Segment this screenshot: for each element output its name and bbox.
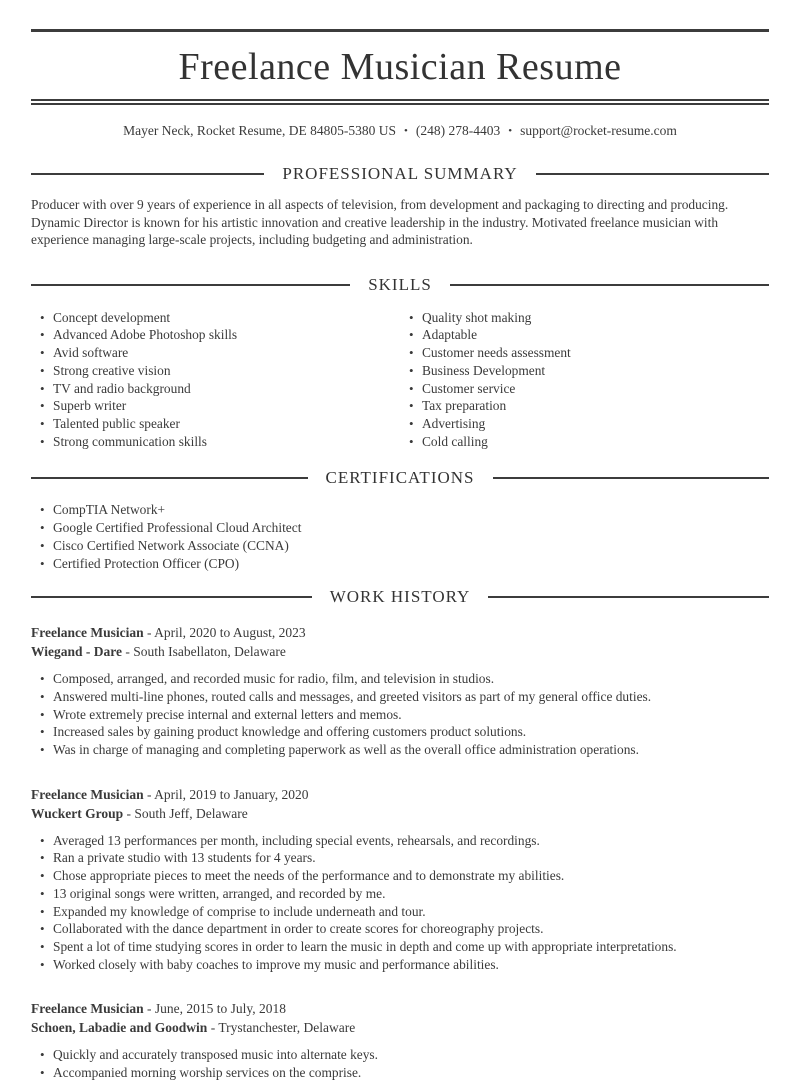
job-bullet: • Spent a lot of time studying scores in order to learn the music in depth and come up with appropriate interpretations. <box>31 938 769 956</box>
job-title-line <box>31 999 769 1018</box>
job-bullet: • 13 original songs were written, arranged, and recorded by me. <box>31 885 769 903</box>
contact-line <box>31 122 769 140</box>
job-bullet-list <box>31 1046 769 1081</box>
job-company-line <box>31 804 769 823</box>
job-location: - Trystanchester, Delaware <box>210 1020 356 1036</box>
resume-title: Freelance Musician Resume <box>178 46 622 88</box>
job-bullet-list <box>31 832 769 974</box>
skills-list-left <box>31 309 400 451</box>
job-bullet: • Expanded my knowledge of comprise to include underneath and tour. <box>31 903 769 921</box>
job-bullet: • Worked closely with baby coaches to improve my music and performance abilities. <box>31 956 769 974</box>
job-dates: - April, 2019 to January, 2020 <box>146 786 309 802</box>
skill-item: • Advanced Adobe Photoshop skills <box>31 326 400 344</box>
job-dates: - April, 2020 to August, 2023 <box>146 625 306 641</box>
skill-item: • Superb writer <box>31 397 400 415</box>
skill-item: • Cold calling <box>400 433 769 451</box>
contact-address: Mayer Neck, Rocket Resume, DE 84805-5380 US <box>123 123 397 138</box>
section-heading-label: SKILLS <box>368 274 432 294</box>
skill-item: • Strong creative vision <box>31 362 400 380</box>
company-name: Wiegand - Dare <box>31 644 122 660</box>
heading-rule-left <box>31 173 264 175</box>
job-bullet: • Was in charge of managing and completing paperwork as well as the overall office administration operations. <box>31 741 769 759</box>
certification-item: • CompTIA Network+ <box>31 501 769 519</box>
job-bullet: • Quickly and accurately transposed music into alternate keys. <box>31 1046 769 1064</box>
skill-item: • Concept development <box>31 309 400 327</box>
job-dates: - June, 2015 to July, 2018 <box>146 1001 286 1017</box>
skill-item: • Strong communication skills <box>31 433 400 451</box>
section-heading-professional-summary <box>31 163 769 185</box>
job-bullet: • Composed, arranged, and recorded music for radio, film, and television in studios. <box>31 670 769 688</box>
skill-item: • Advertising <box>400 415 769 433</box>
skills-columns <box>31 309 769 451</box>
job-bullet: • Collaborated with the dance department in order to create scores for choreography projects. <box>31 920 769 938</box>
contact-email: support@rocket-resume.com <box>520 123 677 138</box>
bullet-separator: • <box>404 125 408 137</box>
job-location: - South Isabellaton, Delaware <box>125 644 286 660</box>
job-bullet: • Wrote extremely precise internal and external letters and memos. <box>31 706 769 724</box>
skill-item: • TV and radio background <box>31 380 400 398</box>
skills-list-right <box>400 309 769 451</box>
job-title: Freelance Musician <box>31 786 144 802</box>
heading-rule-left <box>31 596 312 598</box>
section-heading-work-history <box>31 586 769 608</box>
job-entry <box>31 999 769 1081</box>
resume-page <box>0 29 800 1082</box>
job-entry <box>31 785 769 974</box>
section-heading-label: PROFESSIONAL SUMMARY <box>282 164 518 183</box>
job-bullet: • Chose appropriate pieces to meet the needs of the performance and to demonstrate my abilities. <box>31 867 769 885</box>
top-horizontal-rule <box>31 29 769 32</box>
skill-item: • Avid software <box>31 344 400 362</box>
job-title: Freelance Musician <box>31 1001 144 1017</box>
job-bullet: • Answered multi-line phones, routed calls and messages, and greeted visitors as part of my general office duties. <box>31 688 769 706</box>
job-company-line <box>31 642 769 661</box>
summary-text: Producer with over 9 years of experience in all aspects of television, from development and packaging to directing and producing. Dynamic Director is known for his artistic innovation and creative leadership in the industry. Motivated freelance musician with experience managing large-scale projects, including budgeting and administration. <box>31 197 729 248</box>
heading-rule-left <box>31 477 308 479</box>
job-entry <box>31 623 769 759</box>
heading-rule-right <box>536 173 769 175</box>
heading-rule-left <box>31 284 350 286</box>
skill-item: • Talented public speaker <box>31 415 400 433</box>
heading-rule-right <box>493 477 770 479</box>
job-bullet: • Increased sales by gaining product knowledge and offering customers product solutions. <box>31 723 769 741</box>
job-bullet: • Accompanied morning worship services on the comprise. <box>31 1064 769 1082</box>
skill-item: • Customer service <box>400 380 769 398</box>
certification-item: • Google Certified Professional Cloud Architect <box>31 519 769 537</box>
job-bullet-list <box>31 670 769 759</box>
skill-item: • Business Development <box>400 362 769 380</box>
company-name: Schoen, Labadie and Goodwin <box>31 1020 208 1036</box>
section-heading-certifications <box>31 467 769 489</box>
section-heading-label: WORK HISTORY <box>329 587 471 607</box>
skill-item: • Adaptable <box>400 326 769 344</box>
job-bullet: • Ran a private studio with 13 students for 4 years. <box>31 849 769 867</box>
skill-item: • Tax preparation <box>400 397 769 415</box>
job-bullet: • Averaged 13 performances per month, including special events, rehearsals, and recordings. <box>31 832 769 850</box>
heading-rule-right <box>488 596 769 598</box>
double-horizontal-rule <box>31 99 769 105</box>
job-title-line <box>31 785 769 804</box>
section-heading-label: CERTIFICATIONS <box>325 468 475 488</box>
skill-item: • Customer needs assessment <box>400 344 769 362</box>
certification-item: • Certified Protection Officer (CPO) <box>31 555 769 573</box>
skill-item: • Quality shot making <box>400 309 769 327</box>
section-heading-skills <box>31 274 769 296</box>
job-title-line <box>31 623 769 642</box>
contact-phone: (248) 278-4403 <box>415 123 501 138</box>
job-title: Freelance Musician <box>31 625 144 641</box>
heading-rule-right <box>450 284 769 286</box>
job-location: - South Jeff, Delaware <box>126 805 248 821</box>
skills-column-right <box>400 309 769 451</box>
skills-column-left <box>31 309 400 451</box>
bullet-separator: • <box>508 125 513 137</box>
certifications-list <box>31 501 769 572</box>
company-name: Wuckert Group <box>31 805 124 821</box>
certification-item: • Cisco Certified Network Associate (CCNA) <box>31 537 769 555</box>
